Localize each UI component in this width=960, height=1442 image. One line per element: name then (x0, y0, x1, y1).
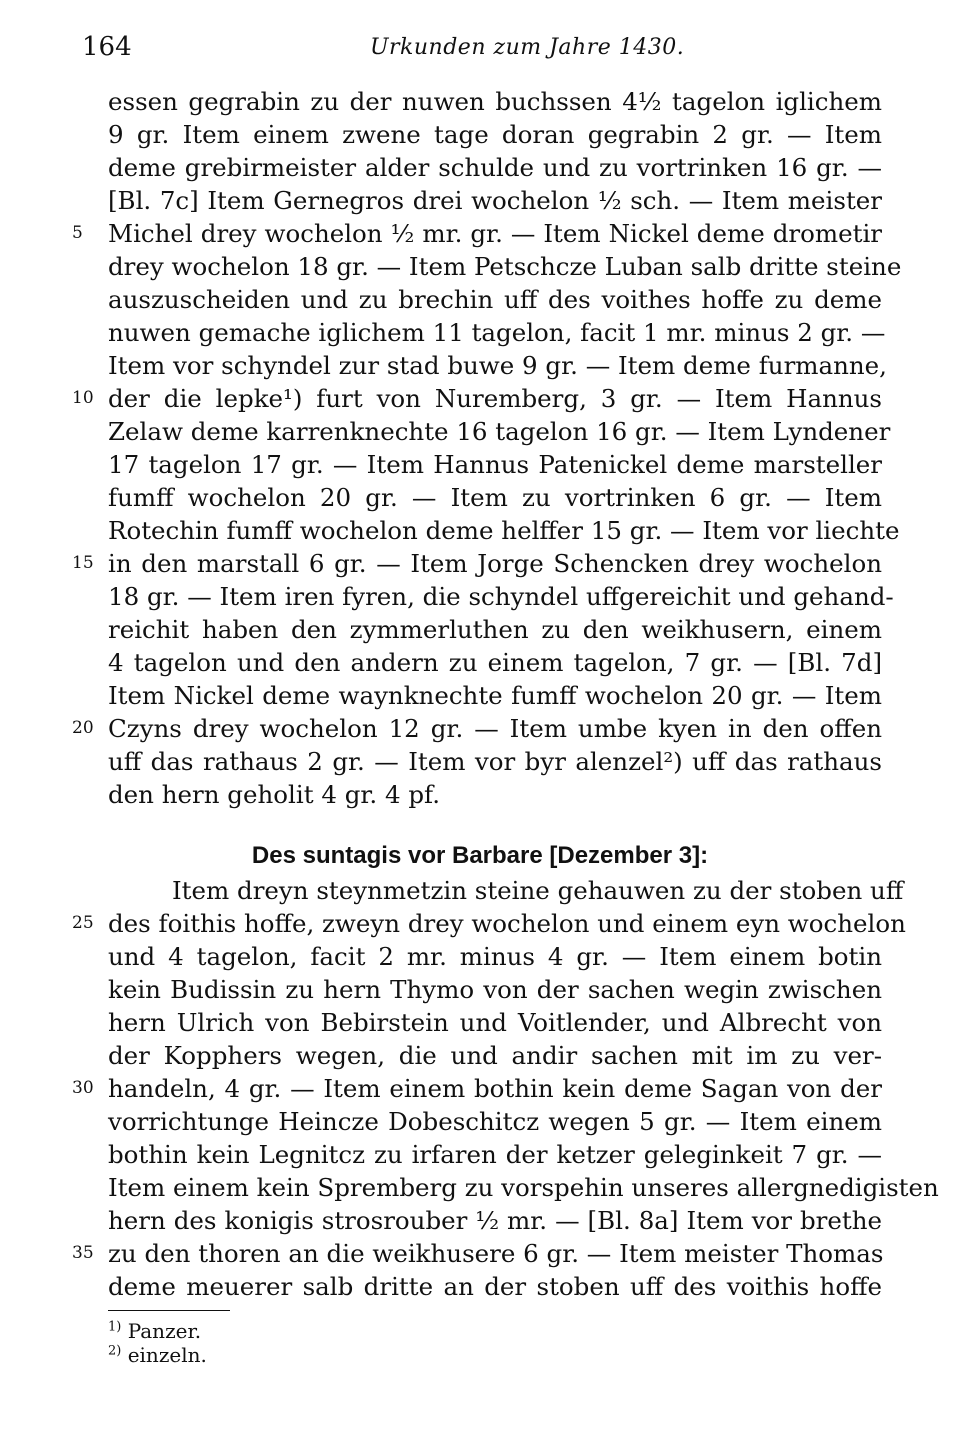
text-line: 9 gr. Item einem zwene tage doran gegrabin 2 gr. — Item (108, 120, 882, 149)
text-line: Item dreyn steynmetzin steine gehauwen zu der stoben uff (172, 876, 904, 905)
line-number: 20 (72, 718, 94, 738)
footnote-text: einzeln. (127, 1343, 207, 1367)
line-number: 10 (72, 388, 94, 408)
text-line: 18 gr. — Item iren fyren, die schyndel uffgereichit und gehand- (108, 582, 894, 611)
text-line: hern des konigis strosrouber ½ mr. — [Bl. 8a] Item vor brethe (108, 1206, 882, 1235)
line-number: 15 (72, 553, 94, 573)
line-number: 30 (72, 1078, 94, 1098)
text-line: essen gegrabin zu der nuwen buchssen 4½ tagelon iglichem (108, 87, 882, 116)
text-line: Item Nickel deme waynknechte fumff wochelon 20 gr. — Item (108, 681, 882, 710)
line-number: 25 (72, 913, 94, 933)
footnote-mark: 1) (108, 1319, 122, 1335)
text-line: und 4 tagelon, facit 2 mr. minus 4 gr. — Item einem botin (108, 942, 882, 971)
text-line: kein Budissin zu hern Thymo von der sachen wegin zwischen (108, 975, 882, 1004)
text-line: handeln, 4 gr. — Item einem bothin kein deme Sagan von der (108, 1074, 882, 1103)
text-line: auszuscheiden und zu brechin uff des voithes hoffe zu deme (108, 285, 882, 314)
footnote-text: Panzer. (127, 1319, 202, 1343)
line-number: 35 (72, 1243, 94, 1263)
text-line: deme meuerer salb dritte an der stoben uff des voithis hoffe (108, 1272, 882, 1301)
text-line: Michel drey wochelon ½ mr. gr. — Item Nickel deme drometir (108, 219, 882, 248)
text-line: Zelaw deme karrenknechte 16 tagelon 16 gr. — Item Lyndener (108, 417, 891, 446)
text-line: den hern geholit 4 gr. 4 pf. (108, 780, 441, 809)
text-line: hern Ulrich von Bebirstein und Voitlender, und Albrecht von (108, 1008, 882, 1037)
text-line: vorrichtunge Heincze Dobeschitcz wegen 5 gr. — Item einem (108, 1107, 882, 1136)
text-line: der die lepke¹) furt von Nuremberg, 3 gr. — Item Hannus (108, 384, 882, 413)
text-line: zu den thoren an die weikhusere 6 gr. — Item meister Thomas (108, 1239, 884, 1268)
text-line: fumff wochelon 20 gr. — Item zu vortrinken 6 gr. — Item (108, 483, 882, 512)
text-line: uff das rathaus 2 gr. — Item vor byr alenzel²) uff das rathaus (108, 747, 882, 776)
page-number: 164 (82, 32, 132, 62)
footnote (108, 1342, 207, 1368)
text-line: in den marstall 6 gr. — Item Jorge Schencken drey wochelon (108, 549, 882, 578)
text-line: 4 tagelon und den andern zu einem tagelon, 7 gr. — [Bl. 7d] (108, 648, 882, 677)
text-line: 17 tagelon 17 gr. — Item Hannus Patenickel deme marsteller (108, 450, 882, 479)
text-line: Item vor schyndel zur stad buwe 9 gr. — Item deme furmanne, (108, 351, 887, 380)
text-line: Item einem kein Spremberg zu vorspehin unseres allergnedigisten (108, 1173, 939, 1202)
text-line: Czyns drey wochelon 12 gr. — Item umbe kyen in den offen (108, 714, 882, 743)
footnote-mark: 2) (108, 1343, 122, 1359)
running-title: Urkunden zum Jahre 1430. (370, 35, 685, 60)
text-line: [Bl. 7c] Item Gernegros drei wochelon ½ sch. — Item meister (108, 186, 882, 215)
footnote-divider (108, 1310, 230, 1311)
text-line: reichit haben den zymmerluthen zu den weikhusern, einem (108, 615, 882, 644)
text-line: Rotechin fumff wochelon deme helffer 15 gr. — Item vor liechte (108, 516, 900, 545)
line-number: 5 (72, 223, 83, 243)
footnote (108, 1318, 201, 1344)
text-line: bothin kein Legnitcz zu irfaren der ketzer geleginkeit 7 gr. — (108, 1140, 882, 1169)
text-line: deme grebirmeister alder schulde und zu vortrinken 16 gr. — (108, 153, 882, 182)
text-line: der Kopphers wegen, die und andir sachen mit im zu ver- (108, 1041, 882, 1070)
text-line: nuwen gemache iglichem 11 tagelon, facit 1 mr. minus 2 gr. — (108, 318, 886, 347)
text-line: drey wochelon 18 gr. — Item Petschcze Luban salb dritte steine (108, 252, 902, 281)
text-line: des foithis hoffe, zweyn drey wochelon und einem eyn wochelon (108, 909, 906, 938)
section-heading: Des suntagis vor Barbare [Dezember 3]: (251, 842, 709, 869)
